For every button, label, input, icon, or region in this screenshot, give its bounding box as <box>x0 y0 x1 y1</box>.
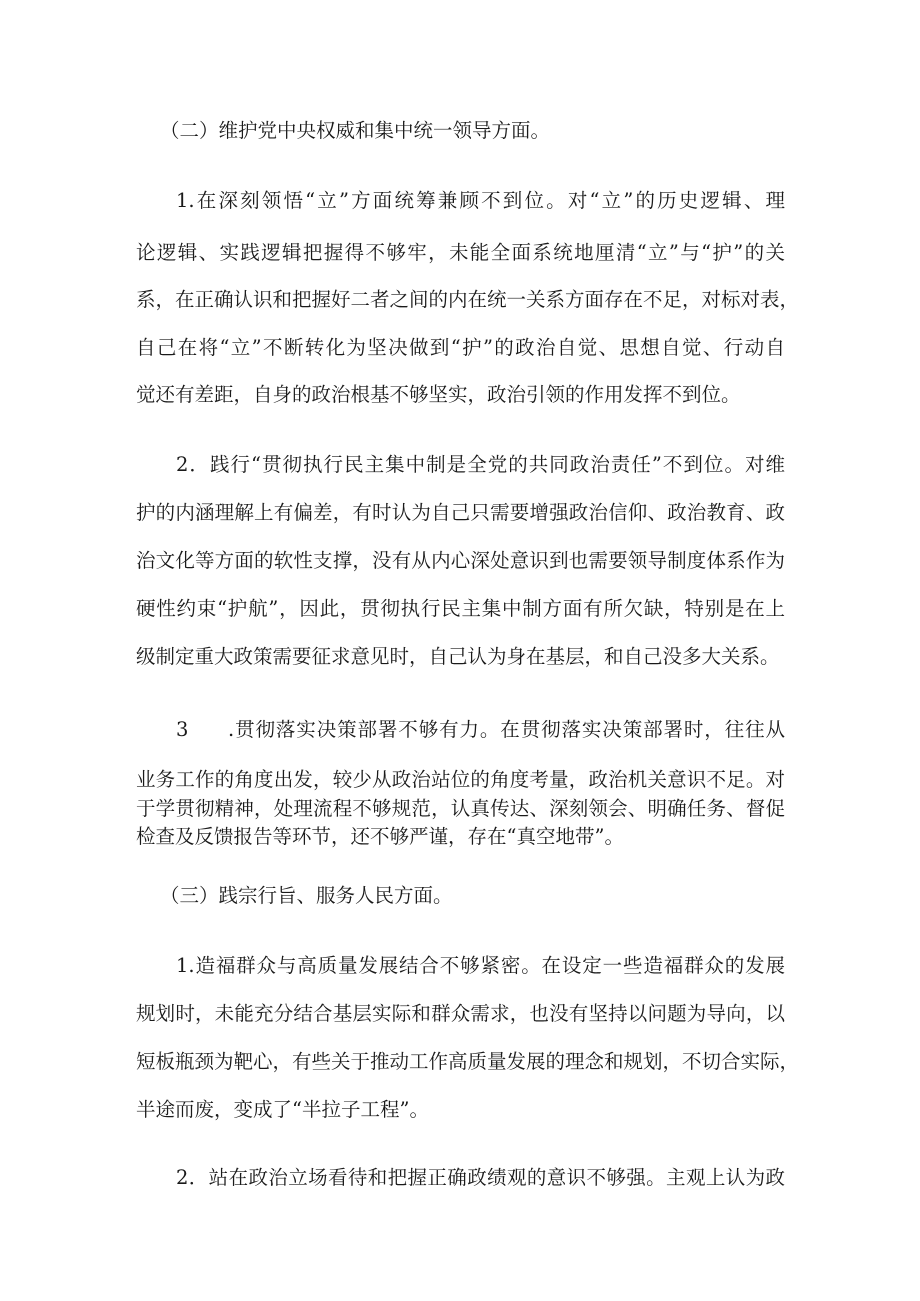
paragraph-line: 半途而废，变成了“半拉子工程”。 <box>136 1098 429 1121</box>
paragraph-line: 级制定重大政策需要征求意见时，自己认为身在基层，和自己没多大关系。 <box>136 645 780 668</box>
paragraph-line: 1.造福群众与高质量发展结合不够紧密。在设定一些造福群众的发展 <box>176 954 785 977</box>
paragraph-line: 规划时，未能充分结合基层实际和群众需求，也没有坚持以问题为导向，以 <box>136 1002 785 1025</box>
paragraph-number: 3 <box>176 718 189 741</box>
paragraph-line: 检查及反馈报告等环节，还不够严谨，存在“真空地带”。 <box>136 825 624 848</box>
paragraph-line: 2．践行“贯彻执行民主集中制是全党的共同政治责任”不到位。对维 <box>176 453 785 476</box>
paragraph-line: 论逻辑、实践逻辑把握得不够牢，未能全面系统地厘清“立”与“护”的关 <box>136 241 785 264</box>
paragraph-line: 系，在正确认识和把握好二者之间的内在统一关系方面存在不足，对标对表， <box>136 288 800 311</box>
paragraph-line: 治文化等方面的软性支撑，没有从内心深处意识到也需要领导制度体系作为 <box>136 549 785 572</box>
paragraph-line: 1.在深刻领悟“立”方面统筹兼顾不到位。对“立”的历史逻辑、理 <box>176 189 785 212</box>
paragraph-line: 短板瓶颈为靶心，有些关于推动工作高质量发展的理念和规划，不切合实际， <box>136 1050 800 1073</box>
paragraph-line: 业务工作的角度出发，较少从政治站位的角度考量，政治机关意识不足。对 <box>136 768 785 791</box>
paragraph-line: 自己在将“立”不断转化为坚决做到“护”的政治自觉、思想自觉、行动自 <box>136 336 785 359</box>
section-heading: （三）践宗行旨、服务人民方面。 <box>160 884 453 907</box>
paragraph-line: 2．站在政治立场看待和把握正确政绩观的意识不够强。主观上认为政 <box>176 1166 785 1189</box>
paragraph-line: .贯彻落实决策部署不够有力。在贯彻落实决策部署时，往往从 <box>228 718 785 741</box>
paragraph-line: 硬性约束“护航”，因此，贯彻执行民主集中制方面有所欠缺，特别是在上 <box>136 597 785 620</box>
paragraph-line: 觉还有差距，自身的政治根基不够坚实，政治引领的作用发挥不到位。 <box>136 383 741 406</box>
paragraph-line: 护的内涵理解上有偏差，有时认为自己只需要增强政治信仰、政治教育、政 <box>136 501 785 524</box>
section-heading: （二）维护党中央权威和集中统一领导方面。 <box>160 119 551 142</box>
paragraph-line: 于学贯彻精神，处理流程不够规范，认真传达、深刻领会、明确任务、督促 <box>136 797 785 820</box>
